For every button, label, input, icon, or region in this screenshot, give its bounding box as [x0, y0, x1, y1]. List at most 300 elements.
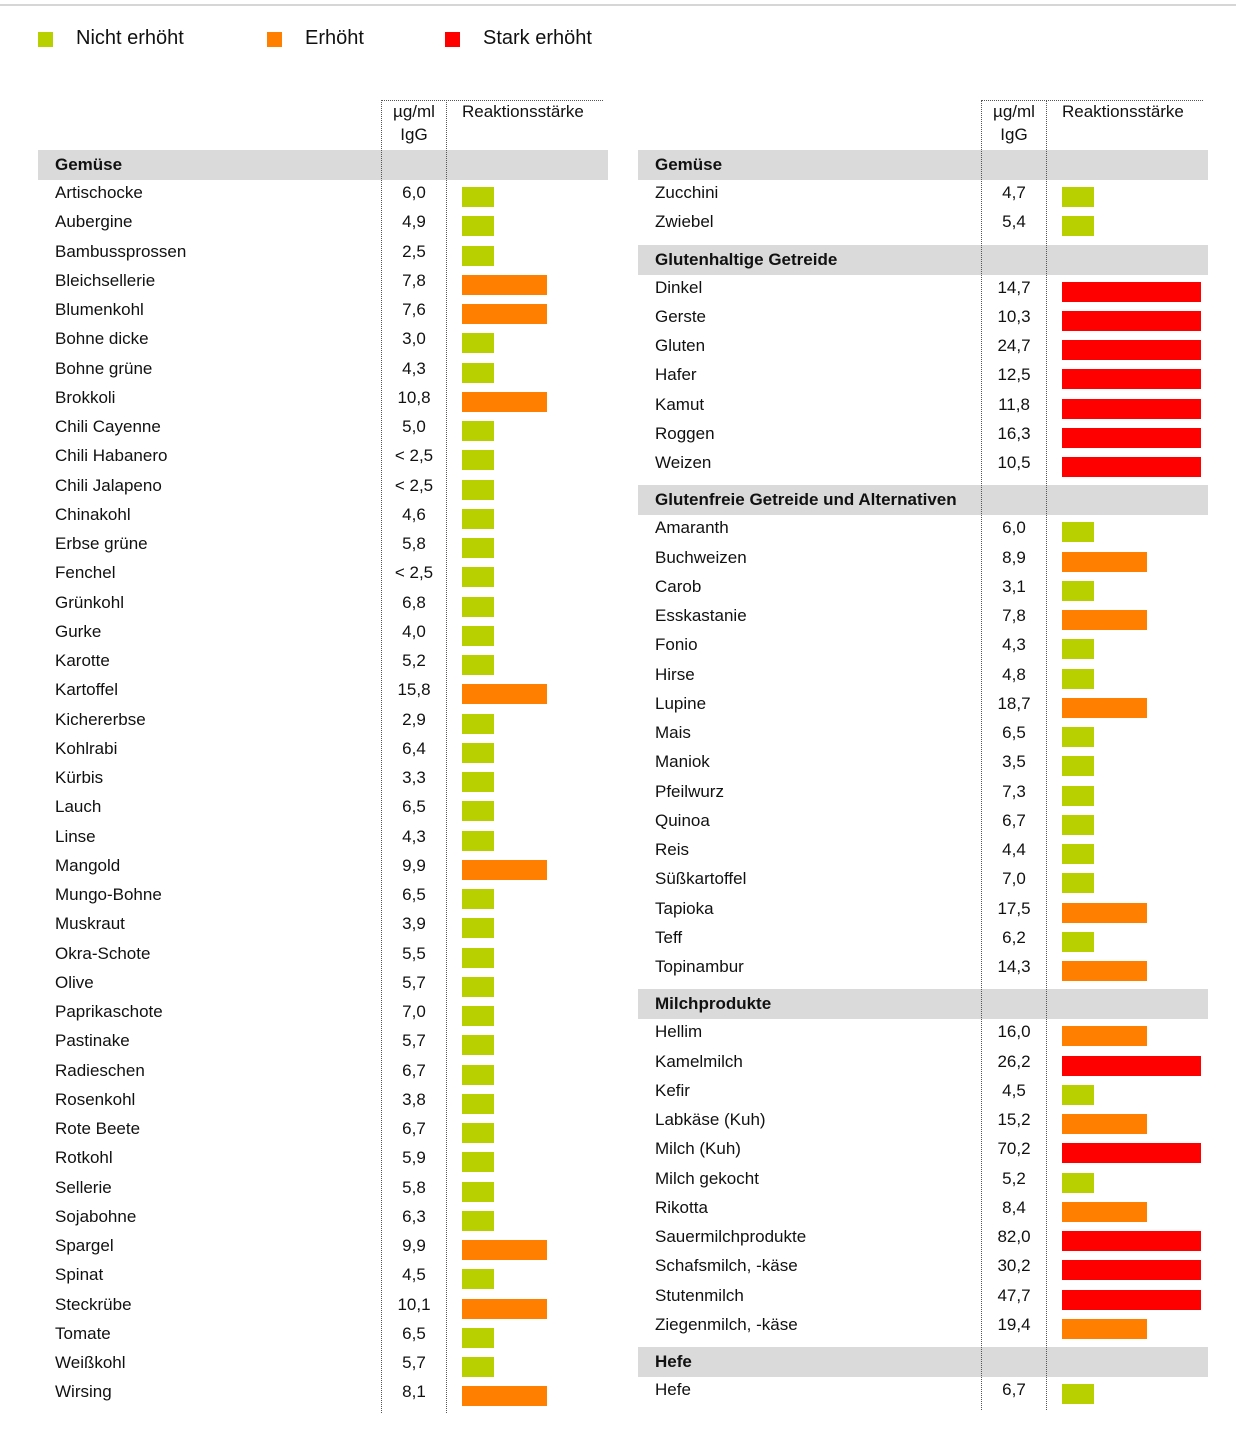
food-name: Kichererbse: [55, 709, 146, 729]
igg-value: 10,5: [997, 453, 1031, 472]
reaction-bar-nicht: [462, 948, 494, 968]
food-name: Schafsmilch, -käse: [655, 1256, 798, 1276]
food-name: Kamut: [655, 394, 705, 414]
reaction-bar-erhoeht: [1062, 1202, 1147, 1222]
food-name: Hirse: [655, 664, 695, 684]
igg-value: 6,5: [402, 797, 426, 817]
igg-value: 14,3: [997, 957, 1031, 976]
reaction-bar-nicht: [1062, 581, 1094, 601]
igg-value: 8,9: [1002, 547, 1026, 567]
table-row: [638, 180, 1208, 209]
table-row: [38, 531, 608, 560]
igg-value: 3,3: [402, 768, 426, 787]
table-row: [38, 911, 608, 940]
table-row: [638, 1224, 1208, 1253]
food-name: Aubergine: [55, 212, 133, 232]
unit-header-line1: µg/ml: [993, 102, 1035, 121]
reaction-bar-nicht: [462, 1357, 494, 1377]
table-row: [38, 765, 608, 794]
food-name: Brokkoli: [55, 387, 116, 407]
reaction-bar-nicht: [462, 567, 494, 587]
food-name: Milch (Kuh): [655, 1139, 741, 1159]
food-name: Teff: [655, 927, 683, 947]
reaction-bar-nicht: [1062, 187, 1094, 207]
food-name: Kefir: [655, 1080, 690, 1100]
food-name: Pfeilwurz: [655, 781, 724, 801]
food-name: Hefe: [655, 1380, 691, 1399]
table-row: [38, 268, 608, 297]
food-name: Fonio: [655, 635, 698, 655]
igg-value: 6,5: [402, 1323, 426, 1343]
reaction-bar-nicht: [462, 831, 494, 851]
table-row: [38, 385, 608, 414]
food-name: Karotte: [55, 651, 110, 670]
food-name: Ziegenmilch, -käse: [655, 1314, 798, 1334]
table-row: [38, 473, 608, 502]
igg-value: 8,4: [1002, 1197, 1026, 1217]
igg-value: 6,2: [1002, 927, 1026, 947]
food-name: Spinat: [55, 1265, 104, 1285]
reaction-bar-stark: [1062, 311, 1201, 331]
table-row: [638, 1377, 1208, 1406]
reaction-bar-erhoeht: [462, 275, 547, 295]
food-name: Bambussprossen: [55, 241, 187, 261]
food-name: Quinoa: [655, 810, 710, 830]
reaction-bar-nicht: [462, 772, 494, 792]
table-row: [38, 1116, 608, 1145]
table-row: [638, 450, 1208, 479]
igg-value: 4,3: [1002, 635, 1026, 655]
food-name: Mais: [655, 723, 691, 742]
food-name: Chili Habanero: [55, 446, 168, 466]
food-name: Bohne grüne: [55, 358, 153, 378]
table-row: [38, 1058, 608, 1087]
igg-value: 30,2: [997, 1256, 1031, 1276]
header-top-rule: [981, 100, 1203, 101]
unit-header-line1: µg/ml: [393, 102, 435, 121]
reaction-header: Reaktionsstärke: [1062, 102, 1184, 121]
column-divider-left: [381, 100, 382, 1413]
table-row: [38, 970, 608, 999]
igg-value: 14,7: [997, 277, 1031, 297]
food-name: Süßkartoffel: [655, 869, 747, 889]
reaction-bar-nicht: [1062, 1085, 1094, 1105]
reaction-bar-nicht: [462, 1328, 494, 1348]
table-row: [638, 720, 1208, 749]
igg-value: 82,0: [997, 1227, 1031, 1246]
igg-value: 4,6: [402, 504, 426, 524]
section-header: Gemüse: [638, 150, 1208, 180]
reaction-bar-nicht: [462, 1006, 494, 1026]
food-name: Lupine: [655, 693, 707, 713]
reaction-bar-stark: [1062, 399, 1201, 419]
food-name: Chili Jalapeno: [55, 475, 162, 495]
table-row: [38, 1321, 608, 1350]
igg-value: 6,0: [402, 183, 426, 202]
igg-value: 12,5: [997, 365, 1031, 385]
reaction-bar-nicht: [462, 1152, 494, 1172]
column-divider-left: [981, 100, 982, 1410]
table-row: [38, 180, 608, 209]
igg-value: 6,4: [402, 738, 426, 758]
table-row: [638, 362, 1208, 391]
reaction-bar-stark: [1062, 1290, 1201, 1310]
igg-value: 4,5: [1002, 1080, 1026, 1100]
food-name: Radieschen: [55, 1060, 145, 1080]
table-row: [38, 1145, 608, 1174]
unit-header-line2: IgG: [400, 125, 428, 144]
table-row: [638, 603, 1208, 632]
table-row: [638, 304, 1208, 333]
igg-value: < 2,5: [394, 446, 434, 466]
food-name: Milch gekocht: [655, 1168, 759, 1188]
table-row: [38, 209, 608, 238]
table-row: [638, 691, 1208, 720]
igg-value: 4,7: [1002, 183, 1026, 202]
food-name: Rikotta: [655, 1197, 708, 1217]
reaction-bar-nicht: [462, 1182, 494, 1202]
table-row: [638, 954, 1208, 983]
reaction-bar-nicht: [1062, 786, 1094, 806]
header-top-rule: [381, 100, 603, 101]
food-name: Hellim: [655, 1022, 703, 1042]
reaction-bar-stark: [1062, 369, 1201, 389]
igg-value: 15,2: [997, 1110, 1031, 1129]
table-row: [638, 545, 1208, 574]
table-row: [638, 275, 1208, 304]
igg-value: 16,3: [997, 423, 1031, 443]
igg-value: 5,8: [402, 1177, 426, 1197]
food-name: Mangold: [55, 855, 121, 875]
igg-value: 6,5: [1002, 723, 1026, 742]
reaction-bar-nicht: [462, 1035, 494, 1055]
reaction-bar-nicht: [462, 246, 494, 266]
reaction-bar-nicht: [1062, 1384, 1094, 1404]
igg-value: 6,7: [1002, 810, 1026, 830]
legend-swatch: [445, 32, 460, 47]
legend-label: Stark erhöht: [483, 27, 592, 49]
food-name: Carob: [655, 576, 702, 596]
igg-value: 6,7: [1002, 1380, 1026, 1399]
reaction-bar-nicht: [462, 450, 494, 470]
reaction-bar-erhoeht: [1062, 903, 1147, 923]
reaction-bar-nicht: [462, 1123, 494, 1143]
table-row: [638, 421, 1208, 450]
reaction-bar-nicht: [1062, 639, 1094, 659]
igg-value: 10,3: [997, 306, 1031, 326]
reaction-bar-nicht: [462, 333, 494, 353]
reaction-bar-nicht: [1062, 522, 1094, 542]
igg-value: 16,0: [997, 1022, 1031, 1042]
igg-value: 4,3: [402, 358, 426, 378]
table-row: [38, 590, 608, 619]
column-divider-right: [1046, 100, 1047, 1410]
table-row: [38, 1262, 608, 1291]
table-row: [38, 1175, 608, 1204]
reaction-bar-nicht: [1062, 873, 1094, 893]
igg-value: 6,5: [402, 885, 426, 904]
igg-value: 17,5: [997, 898, 1031, 918]
food-name: Sellerie: [55, 1177, 112, 1197]
food-name: Sojabohne: [55, 1206, 137, 1226]
reaction-bar-nicht: [1062, 844, 1094, 864]
reaction-bar-nicht: [462, 918, 494, 938]
food-name: Muskraut: [55, 914, 125, 934]
legend-swatch: [267, 32, 282, 47]
food-name: Zwiebel: [655, 212, 714, 232]
food-name: Reis: [655, 840, 690, 859]
reaction-bar-nicht: [462, 363, 494, 383]
legend-swatch: [38, 32, 53, 47]
igg-value: < 2,5: [394, 563, 434, 583]
food-name: Tapioka: [655, 898, 714, 918]
igg-value: 6,3: [402, 1206, 426, 1226]
food-name: Gerste: [655, 306, 707, 326]
igg-value: 19,4: [997, 1314, 1031, 1334]
table-row: [38, 443, 608, 472]
food-name: Buchweizen: [655, 547, 747, 567]
reaction-bar-nicht: [462, 1269, 494, 1289]
food-name: Rote Beete: [55, 1119, 141, 1138]
reaction-bar-erhoeht: [462, 860, 547, 880]
reaction-bar-nicht: [462, 889, 494, 909]
table-row: [638, 1253, 1208, 1282]
section-header: Gemüse: [38, 150, 608, 180]
food-name: Zucchini: [655, 183, 719, 202]
igg-value: 4,0: [402, 621, 426, 641]
igg-value: 6,8: [402, 592, 426, 612]
table-row: [38, 356, 608, 385]
table-row: [38, 736, 608, 765]
table-row: [38, 941, 608, 970]
igg-value: 10,8: [397, 387, 431, 407]
igg-value: 10,1: [397, 1294, 431, 1314]
food-name: Rosenkohl: [55, 1089, 136, 1109]
igg-value: 7,0: [1002, 869, 1026, 889]
igg-value: 7,8: [1002, 606, 1026, 625]
food-name: Kohlrabi: [55, 738, 118, 758]
reaction-bar-stark: [1062, 428, 1201, 448]
reaction-bar-stark: [1062, 457, 1201, 477]
table-row: [638, 1312, 1208, 1341]
igg-value: 3,8: [402, 1089, 426, 1109]
table-row: [638, 866, 1208, 895]
reaction-bar-nicht: [462, 597, 494, 617]
table-row: [638, 837, 1208, 866]
igg-value: 9,9: [402, 855, 426, 875]
table-row: [38, 1292, 608, 1321]
igg-value: 3,5: [1002, 752, 1026, 772]
food-name: Gluten: [655, 336, 706, 355]
table-row: [38, 414, 608, 443]
igg-value: 11,8: [998, 394, 1030, 414]
reaction-bar-nicht: [1062, 1173, 1094, 1193]
unit-header: [382, 100, 446, 150]
table-row: [38, 502, 608, 531]
table-row: [38, 1379, 608, 1408]
igg-value: 5,2: [1002, 1168, 1026, 1188]
food-name: Blumenkohl: [55, 300, 144, 319]
igg-value: 5,0: [402, 417, 426, 436]
igg-value: 5,7: [402, 972, 426, 992]
igg-value: 4,3: [402, 826, 426, 846]
table-row: [638, 1107, 1208, 1136]
igg-value: 7,0: [402, 1002, 426, 1021]
reaction-bar-erhoeht: [462, 1299, 547, 1319]
table-row: [638, 749, 1208, 778]
igg-value: 4,9: [402, 212, 426, 232]
reaction-bar-erhoeht: [462, 1240, 547, 1260]
reaction-bar-stark: [1062, 1231, 1201, 1251]
table-row: [638, 925, 1208, 954]
igg-value: 47,7: [997, 1285, 1031, 1305]
igg-value: 5,8: [402, 534, 426, 553]
section-header: Milchprodukte: [638, 989, 1208, 1019]
reaction-bar-nicht: [462, 187, 494, 207]
table-row: [638, 1049, 1208, 1078]
food-name: Artischocke: [55, 183, 143, 202]
igg-value: 6,7: [402, 1119, 426, 1138]
legend-label: Erhöht: [305, 27, 364, 49]
table-row: [38, 853, 608, 882]
food-name: Sauermilchprodukte: [655, 1227, 807, 1246]
reaction-bar-stark: [1062, 1143, 1201, 1163]
table-row: [638, 662, 1208, 691]
food-name: Topinambur: [655, 957, 744, 976]
table-row: [38, 560, 608, 589]
table-row: [638, 209, 1208, 238]
reaction-bar-nicht: [462, 801, 494, 821]
igg-value: 5,7: [402, 1031, 426, 1051]
reaction-bar-nicht: [462, 480, 494, 500]
food-name: Tomate: [55, 1323, 111, 1343]
reaction-bar-nicht: [462, 421, 494, 441]
reaction-bar-stark: [1062, 282, 1201, 302]
igg-value: 70,2: [997, 1139, 1031, 1159]
table-row: [38, 326, 608, 355]
food-name: Erbse grüne: [55, 534, 148, 553]
food-name: Stutenmilch: [655, 1285, 744, 1305]
table-row: [38, 1233, 608, 1262]
reaction-bar-stark: [1062, 1260, 1201, 1280]
reaction-bar-nicht: [1062, 815, 1094, 835]
igg-value: 5,2: [402, 651, 426, 670]
reaction-bar-nicht: [462, 216, 494, 236]
igg-value: 18,7: [997, 693, 1031, 713]
igg-value: 2,9: [402, 709, 426, 729]
food-name: Weizen: [655, 453, 712, 472]
igg-value: 8,1: [402, 1382, 426, 1402]
table-row: [638, 1136, 1208, 1165]
food-name: Labkäse (Kuh): [655, 1110, 766, 1129]
food-name: Bleichsellerie: [55, 270, 156, 290]
food-name: Hafer: [655, 365, 697, 385]
reaction-bar-erhoeht: [1062, 1319, 1147, 1339]
igg-value: 15,8: [397, 680, 431, 700]
food-name: Maniok: [655, 752, 710, 772]
table-row: [38, 619, 608, 648]
reaction-bar-nicht: [1062, 932, 1094, 952]
reaction-bar-erhoeht: [462, 304, 547, 324]
food-name: Weißkohl: [55, 1353, 126, 1372]
table-row: [38, 1350, 608, 1379]
igg-value: 7,8: [402, 270, 426, 290]
table-row: [38, 677, 608, 706]
table-row: [38, 648, 608, 677]
table-row: [638, 1078, 1208, 1107]
igg-value: 9,9: [402, 1236, 426, 1255]
igg-value: 5,5: [402, 943, 426, 963]
food-name: Kamelmilch: [655, 1051, 743, 1071]
table-row: [638, 1195, 1208, 1224]
legend-label: Nicht erhöht: [76, 27, 184, 49]
food-name: Grünkohl: [55, 592, 124, 612]
reaction-bar-erhoeht: [1062, 610, 1147, 630]
table-row: [38, 1204, 608, 1233]
table-row: [38, 794, 608, 823]
table-row: [638, 1283, 1208, 1312]
table-row: [638, 392, 1208, 421]
table-row: [38, 824, 608, 853]
right-table: [638, 100, 1208, 1410]
section-header: Glutenfreie Getreide und Alternativen: [638, 485, 1208, 515]
table-row: [38, 882, 608, 911]
reaction-bar-stark: [1062, 1056, 1201, 1076]
food-name: Bohne dicke: [55, 329, 149, 349]
food-name: Gurke: [55, 621, 102, 641]
section-header: Hefe: [638, 1347, 1208, 1377]
reaction-bar-nicht: [1062, 669, 1094, 689]
reaction-bar-nicht: [462, 977, 494, 997]
igg-value: 3,1: [1002, 576, 1026, 596]
food-name: Esskastanie: [655, 606, 747, 625]
food-name: Amaranth: [655, 518, 729, 538]
igg-value: 5,9: [402, 1148, 426, 1168]
reaction-bar-nicht: [462, 714, 494, 734]
food-name: Steckrübe: [55, 1294, 132, 1314]
reaction-bar-erhoeht: [462, 1386, 547, 1406]
table-row: [638, 632, 1208, 661]
food-name: Dinkel: [655, 277, 703, 297]
table-row: [38, 1028, 608, 1057]
reaction-bar-erhoeht: [1062, 552, 1147, 572]
reaction-bar-nicht: [462, 743, 494, 763]
reaction-bar-stark: [1062, 340, 1201, 360]
reaction-bar-erhoeht: [1062, 1114, 1147, 1134]
food-name: Rotkohl: [55, 1148, 113, 1168]
igg-value: < 2,5: [394, 475, 434, 495]
top-rule: [0, 4, 1236, 6]
table-row: [638, 779, 1208, 808]
food-name: Paprikaschote: [55, 1002, 163, 1021]
reaction-bar-nicht: [462, 538, 494, 558]
table-row: [38, 297, 608, 326]
food-name: Chili Cayenne: [55, 417, 161, 436]
reaction-header: Reaktionsstärke: [462, 102, 584, 121]
reaction-bar-nicht: [1062, 727, 1094, 747]
reaction-bar-erhoeht: [462, 684, 547, 704]
reaction-bar-nicht: [462, 626, 494, 646]
food-name: Olive: [55, 972, 94, 992]
table-row: [638, 574, 1208, 603]
food-name: Spargel: [55, 1236, 114, 1255]
food-name: Mungo-Bohne: [55, 885, 162, 904]
table-row: [38, 999, 608, 1028]
igg-value: 7,6: [402, 300, 426, 319]
food-name: Kartoffel: [55, 680, 119, 700]
reaction-bar-erhoeht: [1062, 698, 1147, 718]
food-name: Roggen: [655, 423, 715, 443]
